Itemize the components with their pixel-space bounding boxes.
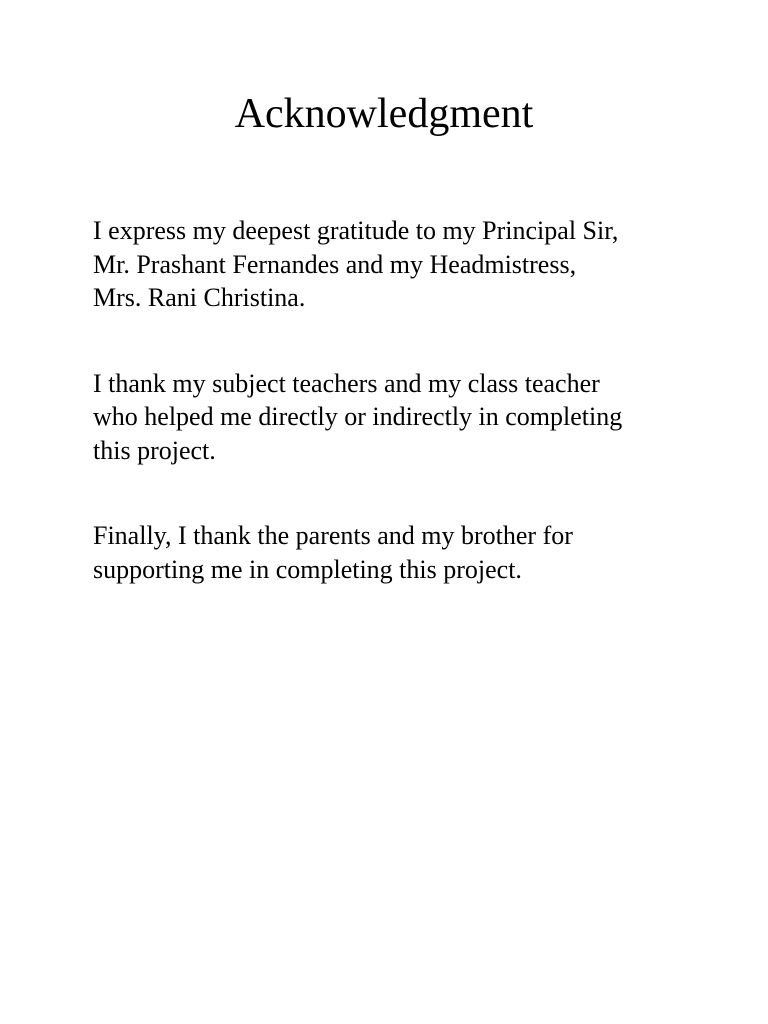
paragraph-line: I thank my subject teachers and my class teacher bbox=[93, 368, 600, 398]
paragraph-line: who helped me directly or indirectly in completing bbox=[93, 402, 623, 431]
paragraph-line: Mr. Prashant Fernandes and my Headmistress, bbox=[93, 249, 577, 279]
paragraph-line: Finally, I thank the parents and my brother for bbox=[93, 521, 573, 550]
paragraph-line: this project. bbox=[93, 435, 216, 465]
paragraph-line: Mrs. Rani Christina. bbox=[93, 283, 306, 312]
paragraph-line: I express my deepest gratitude to my Principal Sir, bbox=[93, 216, 619, 245]
paragraph-line: supporting me in completing this project. bbox=[93, 554, 522, 584]
paragraph-gratitude bbox=[93, 214, 733, 315]
document-body bbox=[93, 214, 733, 638]
page-title: Acknowledgment bbox=[234, 91, 534, 137]
paragraph-teachers bbox=[93, 367, 733, 468]
paragraph-family bbox=[93, 519, 733, 586]
